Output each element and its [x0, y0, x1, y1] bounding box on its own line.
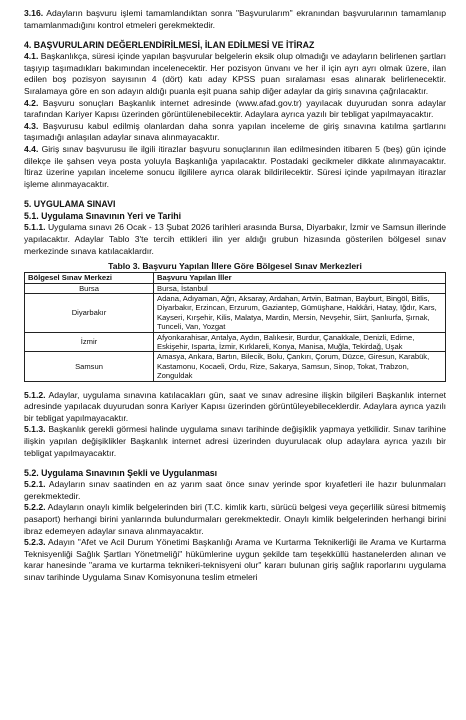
table-header-row: [25, 273, 446, 283]
paragraph-5-2-2: [24, 502, 446, 537]
paragraph-number: 5.2.2.: [24, 502, 46, 513]
provinces-cell: Afyonkarahisar, Antalya, Aydın, Balıkesir, Burdur, Çanakkale, Denizli, Edirne, Eskişehir, Isparta, İzmir, Kırklareli, Konya, Manisa, Muğla, Tekirdağ, Uşak: [154, 332, 446, 352]
paragraph-text: Başkanlıkça, süresi içinde yapılan başvurular belgelerin eksik olup olmadığı ve adayların belirlenen şartları taşıyıp taşımadıkları bakımından incelenecektir. Her pozisyon ünvanı ve her il için ayrı ayrı olmak üzere, ilan edilen boş pozisyon sayısının 4 (dört) katı aday KPSS puan sıralaması esas alınarak belirlenecektir. Sıralamaya göre en son adayın aldığı puanla eşit puana sahip diğer adaylar da giriş sınavına çağrılacaktır.: [24, 51, 447, 96]
column-header-center: Bölgesel Sınav Merkezi: [25, 273, 154, 283]
section-4-heading: 4. BAŞVURULARIN DEĞERLENDİRİLMESİ, İLAN EDİLMESİ VE İTİRAZ: [24, 40, 315, 51]
paragraph-number: 4.4.: [24, 143, 39, 154]
table-caption: Tablo 3. Başvuru Yapılan İllere Göre Bölgesel Sınav Merkezleri: [108, 261, 362, 272]
table-row: [25, 283, 446, 293]
paragraph-4-2: [24, 98, 446, 121]
paragraph-text: Adayların başvuru işlemi tamamlandıktan sonra "Başvurularım" ekranından başvurularının tamamlanıp tamamlanmadığını kontrol etmeleri gerekmektedir.: [24, 8, 446, 30]
paragraph-text: Giriş sınav başvurusu ile ilgili itirazlar başvuru sonuçlarının ilan edilmesinden itibaren 5 (beş) gün içinde dilekçe ile şahsen veya posta yoluyla Başkanlığa yapılacaktır. Postadaki gecikmeler dikkate alınmayacaktır. İtiraz üzerine yapılan inceleme sonucu ilgililere ayrıca olarak bildirilecektir. Süresi içinde yapılmayan itirazlar işleme alınmayacaktır.: [24, 143, 447, 189]
paragraph-text: Başkanlık gerekli görmesi halinde uygulama sınavı tarihinde değişiklik yapmaya yetkilidir. Sınav tarihine ilişkin yapılan değişiklikler Başkanlık internet adresi üzerinden duyurulacak olup adaylara ayrıca yazılı bir tebligat yapılmayacaktır.: [24, 424, 447, 458]
paragraph-number: 5.2.3.: [24, 537, 46, 548]
provinces-cell: Adana, Adıyaman, Ağrı, Aksaray, Ardahan, Artvin, Batman, Bayburt, Bingöl, Bitlis, Diyarbakır, Erzincan, Erzurum, Gaziantep, Gümüşhane, Hakkâri, Hatay, Iğdır, Kars, Kayseri, Kırşehir, Kilis, Malatya, Mardin, Mersin, Nevşehir, Siirt, Şanlıurfa, Şırnak, Tunceli, Van, Yozgat: [154, 293, 446, 332]
paragraph-text: Başvurusu kabul edilmiş olanlardan daha sonra yapılan inceleme de giriş sınavına katılma şartlarını taşımadığı anlaşılan adaylar sınava alınmayacaktır.: [24, 120, 447, 143]
provinces-cell: Amasya, Ankara, Bartın, Bilecik, Bolu, Çankırı, Çorum, Düzce, Giresun, Karabük, Kastamonu, Kocaeli, Ordu, Rize, Sakarya, Samsun, Sinop, Tokat, Trabzon, Zonguldak: [154, 352, 446, 381]
paragraph-5-2-1: [24, 479, 446, 502]
paragraph-5-1-1: [24, 222, 446, 257]
column-header-provinces: Başvuru Yapılan İller: [154, 273, 446, 283]
paragraph-text: Adayın "Afet ve Acil Durum Yönetimi Başkanlığı Arama ve Kurtarma Teknikerliği ile Arama ve Kurtarma Teknisyenliği Sağlık Şartları Yönetmeliği" hükümlerine uygun şekilde tam teşekküllü hastanelerden alınan ve karar hanesinde "arama ve kurtarma teknikeri-teknisyeni olur" kararı bulunan giriş sağlık raporlarını uygulama sınav tarihinde Uygulama Sınav Komisyonuna teslim etmeleri: [24, 537, 446, 582]
exam-centers-table: [24, 272, 446, 381]
paragraph-4-3: [24, 121, 446, 144]
spacer: [24, 31, 446, 39]
paragraph-number: 4.3.: [24, 120, 39, 131]
paragraph-4-4: [24, 144, 446, 190]
paragraph-5-1-3: [24, 424, 446, 459]
paragraph-text: Adayların sınav saatinden en az yarım saat önce sınav yerinde spor kıyafetleri ile hazır bulunmaları gerekmektedir.: [24, 479, 446, 501]
provinces-cell: Bursa, İstanbul: [154, 283, 446, 293]
paragraph-number: 3.16.: [24, 8, 44, 18]
section-5-heading: 5. UYGULAMA SINAVI: [24, 199, 116, 210]
table-row: [25, 293, 446, 332]
paragraph-text: Başvuru sonuçları Başkanlık internet adresinde (www.afad.gov.tr) yayılacak duyurudan sonra adaylar tarafından Kariyer Kapısı üzerinden görüntülenebilecektir. Adaylara ayrıca yazılı bir tebligat yapılmayacaktır.: [24, 97, 446, 120]
paragraph-number: 4.1.: [24, 51, 39, 62]
center-cell: Samsun: [25, 352, 154, 381]
paragraph-5-1-2: [24, 390, 446, 425]
subsection-5-2-heading: 5.2. Uygulama Sınavının Şekli ve Uygulanması: [24, 468, 218, 479]
paragraph-number: 5.1.2.: [24, 389, 46, 400]
paragraph-text: Uygulama sınavı 26 Ocak - 13 Şubat 2026 tarihleri arasında Bursa, Diyarbakır, İzmir ve Samsun illerinde yapılacaktır. Adaylar Tablo 3'te tercih ettikleri ilin yer aldığı grubun hizasında gösterilen bölgesel sınav merkezinde sınava katılacaklardır.: [24, 222, 447, 256]
paragraph-text: Adayların onaylı kimlik belgelerinden biri (T.C. kimlik kartı, sürücü belgesi veya geçerlilik süresi bitmemiş pasaport) herhangi birini yanlarında bulundurmaları gerekmektedir. Onaylı kimlik belgelerinden herhangi birini ibraz edemeyen adaylar sınava alınmayacaktır.: [24, 502, 446, 536]
center-cell: İzmir: [25, 332, 154, 352]
spacer: [24, 382, 446, 390]
paragraph-number: 5.2.1.: [24, 479, 46, 490]
paragraph-4-1: [24, 51, 446, 97]
center-cell: Diyarbakır: [25, 293, 154, 332]
paragraph-5-2-3: [24, 537, 446, 583]
paragraph-text: Adaylar, uygulama sınavına katılacakları gün, saat ve sınav adresine ilişkin bilgileri Başkanlık internet adresinde yapılacak duyurudan sonra Kariyer Kapısı üzerinden görüntüleyebileceklerdir. Adaylara ayrıca yazılı bir tebligat yapılmayacaktır.: [24, 389, 446, 423]
spacer: [24, 459, 446, 467]
spacer: [24, 190, 446, 198]
table-row: [25, 332, 446, 352]
paragraph-3-16: [24, 8, 446, 31]
table-row: [25, 352, 446, 381]
subsection-5-1-heading: 5.1. Uygulama Sınavının Yeri ve Tarihi: [24, 211, 182, 222]
center-cell: Bursa: [25, 283, 154, 293]
paragraph-number: 5.1.3.: [24, 424, 46, 435]
paragraph-number: 4.2.: [24, 97, 39, 108]
paragraph-number: 5.1.1.: [24, 222, 46, 233]
